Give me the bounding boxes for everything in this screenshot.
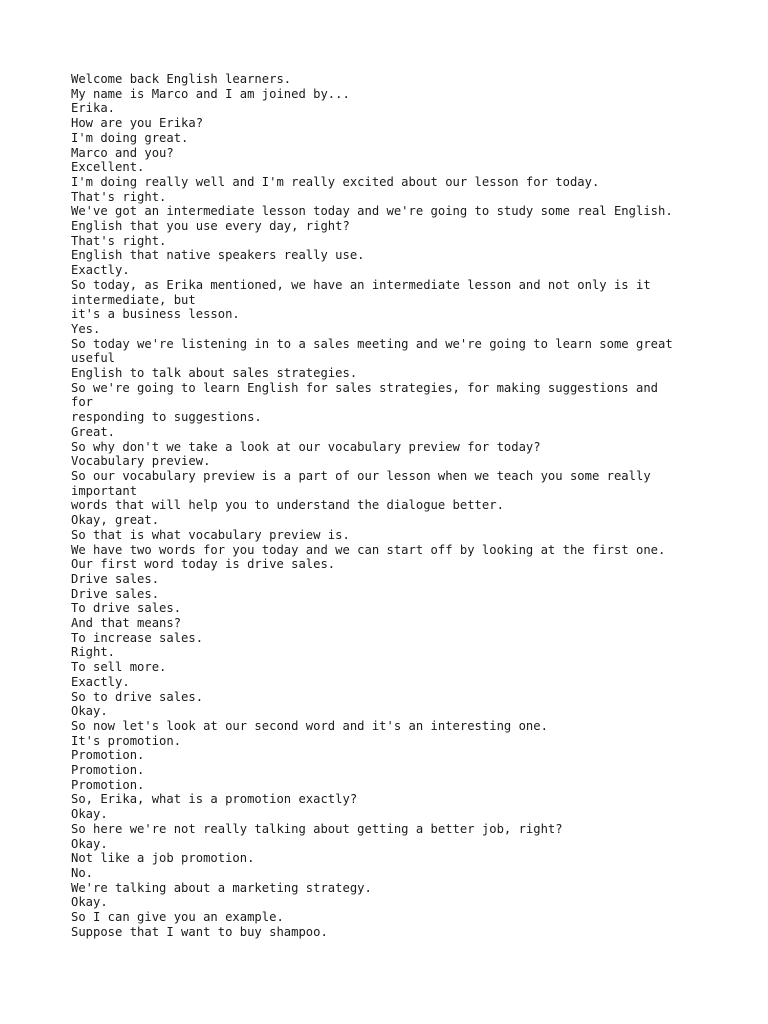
- transcript-line: it's a business lesson.: [71, 307, 240, 322]
- transcript-line: How are you Erika?: [71, 116, 204, 131]
- transcript-line: So why don't we take a look at our vocabulary preview for today?: [71, 439, 541, 454]
- transcript-line: That's right.: [71, 233, 167, 248]
- transcript-line: Promotion.: [71, 763, 145, 778]
- transcript-line: English to talk about sales strategies.: [71, 366, 358, 381]
- transcript-line: Exactly.: [71, 674, 130, 689]
- transcript-line: Not like a job promotion.: [71, 851, 255, 866]
- transcript-line: Okay.: [71, 895, 108, 910]
- transcript-line: So we're going to learn English for sales strategies, for making suggestions and: [71, 380, 658, 395]
- transcript-line: Vocabulary preview.: [71, 454, 211, 469]
- transcript-line: We're talking about a marketing strategy.: [71, 880, 372, 895]
- transcript-line: Promotion.: [71, 777, 145, 792]
- transcript-line: To sell more.: [71, 660, 167, 675]
- transcript-line: And that means?: [71, 616, 182, 631]
- transcript-line: So I can give you an example.: [71, 910, 284, 925]
- transcript-line: So here we're not really talking about getting a better job, right?: [71, 821, 563, 836]
- transcript-line: useful: [71, 351, 116, 366]
- transcript-line: We have two words for you today and we can start off by looking at the first one.: [71, 542, 666, 557]
- transcript-line: So to drive sales.: [71, 689, 204, 704]
- transcript-line: That's right.: [71, 189, 167, 204]
- transcript-line: To increase sales.: [71, 630, 204, 645]
- transcript-line: English that native speakers really use.: [71, 248, 365, 263]
- transcript-text: [71, 72, 711, 939]
- transcript-line: Welcome back English learners.: [71, 72, 292, 86]
- transcript-line: Erika.: [71, 101, 116, 116]
- transcript-line: I'm doing great.: [71, 130, 189, 145]
- transcript-line: Right.: [71, 645, 116, 660]
- transcript-line: Marco and you?: [71, 145, 174, 160]
- transcript-line: Okay.: [71, 807, 108, 822]
- transcript-line: Drive sales.: [71, 571, 160, 586]
- transcript-line: Yes.: [71, 321, 101, 336]
- transcript-line: So now let's look at our second word and it's an interesting one.: [71, 718, 548, 733]
- transcript-line: intermediate, but: [71, 292, 196, 307]
- transcript-line: Okay, great.: [71, 513, 160, 528]
- transcript-line: So that is what vocabulary preview is.: [71, 527, 350, 542]
- transcript-line: responding to suggestions.: [71, 410, 262, 425]
- transcript-line: Great.: [71, 424, 116, 439]
- transcript-line: My name is Marco and I am joined by...: [71, 86, 350, 101]
- transcript-line: So today, as Erika mentioned, we have an intermediate lesson and not only is it: [71, 277, 651, 292]
- transcript-line: words that will help you to understand the dialogue better.: [71, 498, 504, 513]
- transcript-line: Drive sales.: [71, 586, 160, 601]
- transcript-line: So, Erika, what is a promotion exactly?: [71, 792, 358, 807]
- transcript-line: To drive sales.: [71, 601, 182, 616]
- transcript-line: Suppose that I want to buy shampoo.: [71, 924, 328, 939]
- transcript-line: I'm doing really well and I'm really excited about our lesson for today.: [71, 174, 600, 189]
- transcript-line: Okay.: [71, 704, 108, 719]
- transcript-line: Our first word today is drive sales.: [71, 557, 336, 572]
- transcript-line: important: [71, 483, 138, 498]
- transcript-line: We've got an intermediate lesson today and we're going to study some real English.: [71, 204, 673, 219]
- transcript-line: Promotion.: [71, 748, 145, 763]
- transcript-line: No.: [71, 865, 94, 880]
- transcript-line: Exactly.: [71, 263, 130, 278]
- transcript-line: Okay.: [71, 836, 108, 851]
- transcript-line: English that you use every day, right?: [71, 219, 350, 234]
- transcript-line: So our vocabulary preview is a part of our lesson when we teach you some really: [71, 468, 651, 483]
- transcript-line: So today we're listening in to a sales meeting and we're going to learn some great: [71, 336, 673, 351]
- transcript-line: It's promotion.: [71, 733, 182, 748]
- transcript-line: Excellent.: [71, 160, 145, 175]
- transcript-line: for: [71, 395, 94, 410]
